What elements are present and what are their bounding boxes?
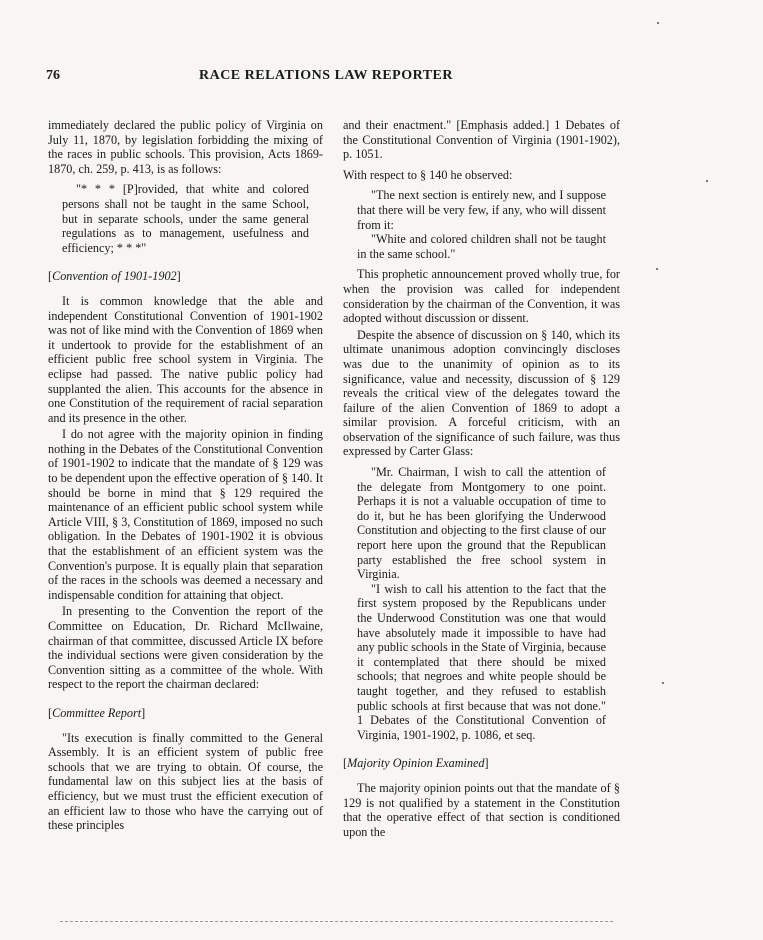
paragraph: and their enactment." [Emphasis added.] 1 Debates of the Constitutional Convention of Virginia (1901-1902), p. 1051. bbox=[343, 118, 620, 162]
section-heading: [Committee Report] bbox=[48, 705, 146, 720]
section-heading-text: Majority Opinion Examined bbox=[347, 756, 485, 771]
block-quote: "The next section is entirely new, and I suppose that there will be very few, if any, who will dissent from it: bbox=[357, 188, 606, 232]
paragraph: immediately declared the public policy of Virginia on July 11, 1870, by legislation forbidding the mixing of the races in public schools. This provision, Acts 1869-1870, ch. 259, p. 413, is as follows: bbox=[48, 118, 323, 176]
section-heading-text: Committee Report bbox=[52, 705, 142, 720]
section-heading: [Majority Opinion Examined] bbox=[343, 756, 489, 771]
scan-speck bbox=[706, 180, 708, 182]
paragraph: I do not agree with the majority opinion in finding nothing in the Debates of the Constitutional Convention of 1901-1902 to indicate that the mandate of § 129 was to be dependent upon the effective operation of § 140. It should be borne in mind that § 129 required the maintenance of an efficient public school system while Article VIII, § 3, Constitution of 1869, imposed no such obligation. In the Debates of 1901-1902 it is obvious that the establishment of an efficient system was the Convention's purpose. It is equally plain that separation of the races in the schools was deemed a necessary and indispensable condition for attaining that object. bbox=[48, 427, 323, 602]
section-heading: [Convention of 1901-1902] bbox=[48, 269, 181, 284]
paragraph: This prophetic announcement proved wholly true, for when the provision was called for independent consideration by the chairman of the Convention, it was adopted without discussion or dissent. bbox=[343, 267, 620, 326]
paragraph: In presenting to the Convention the report of the Committee on Education, Dr. Richard McIlwaine, chairman of that committee, discussed Article IX before the individual sections were given consideration by the Convention sitting as a committee of the whole. With respect to the report the chairman declared: bbox=[48, 604, 323, 692]
page-number: 76 bbox=[46, 68, 60, 83]
running-title: RACE RELATIONS LAW REPORTER bbox=[198, 68, 454, 83]
scan-speck bbox=[656, 268, 658, 270]
page-header bbox=[46, 68, 606, 88]
paragraph: With respect to § 140 he observed: bbox=[343, 167, 513, 182]
block-quote: "* * * [P]rovided, that white and colored persons shall not be taught in the same School, but in separate schools, under the same general regulations as to management, usefulness and efficiency; * * *" bbox=[62, 182, 309, 255]
scan-speck bbox=[657, 22, 659, 24]
scan-bottom-edge bbox=[60, 921, 613, 922]
right-column bbox=[343, 118, 620, 839]
paragraph: The majority opinion points out that the mandate of § 129 is not qualified by a statement in the Constitution that the operative effect of that section is conditioned upon the bbox=[343, 780, 620, 839]
block-quote: "I wish to call his attention to the fact that the first system proposed by the Republicans under the Underwood Constitution was one that would have absolutely made it impossible to have had any public schools in the State of Virginia, because it contemplated that there should be mixed schools; that negroes and white people should be taught together, and they refused to establish public schools at first because that was not done." 1 Debates of the Constitutional Convention of Virginia, 1901-1902, p. 1086, et seq. bbox=[357, 581, 606, 742]
block-quote: "Mr. Chairman, I wish to call the attention of the delegate from Montgomery to one point. Perhaps it is not a valuable occupation of time to do it, but he has been glorifying the Underwood Constitution and objecting to the first clause of our report here upon the ground that the Republican party established the free school system in Virginia. bbox=[357, 465, 606, 582]
scan-speck bbox=[662, 682, 664, 684]
paragraph: It is common knowledge that the able and independent Constitutional Convention of 1901-1902 was not of like mind with the Convention of 1869 when it undertook to provide for the establishment of an efficient public free school system in Virginia. The eclipse had passed. The native public policy had supplanted the alien. This accounts for the absence in one Constitution of the requirement of racial separation and its presence in the other. bbox=[48, 293, 323, 425]
block-quote: "Its execution is finally committed to the General Assembly. It is an efficient system of public free schools that we are trying to obtain. Of course, the fundamental law on this subject lies at the basis of efficiency, but we must trust the efficient execution of an efficient law to those who have the carrying out of these principles bbox=[48, 730, 323, 833]
block-quote: "White and colored children shall not be taught in the same school." bbox=[357, 232, 606, 261]
paragraph: Despite the absence of discussion on § 140, which its ultimate unanimous adoption convincingly discloses was due to the unanimity of opinion as to its significance, value and necessity, discussion of § 129 reveals the critical view of the delegates toward the failure of the alien Convention of 1869 to adopt a similar provision. A forceful criticism, with an observation of the significance of such failure, was thus expressed by Carter Glass: bbox=[343, 327, 620, 459]
section-heading-text: Convention of 1901-1902 bbox=[52, 269, 177, 284]
left-column bbox=[48, 118, 323, 833]
